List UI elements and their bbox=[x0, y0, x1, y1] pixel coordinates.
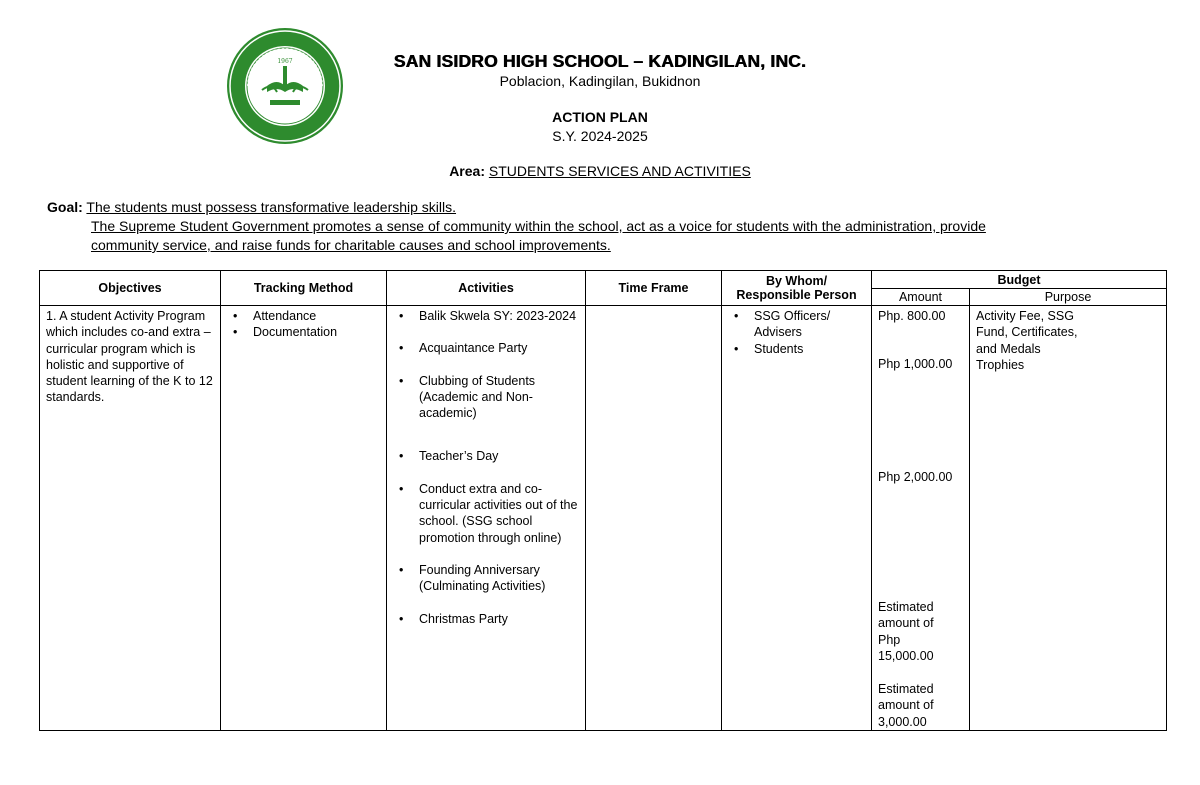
school-year: S.Y. 2024-2025 bbox=[552, 128, 648, 144]
tracking-cell bbox=[221, 306, 387, 731]
goal-line-2: The Supreme Student Government promotes a sense of community within the school, act as a voice for students with the administration, provide bbox=[91, 218, 986, 234]
objective-cell: 1. A student Activity Program which includes co-and extra – curricular program which is holistic and supportive of student learning of the K to 12 standards. bbox=[40, 306, 221, 731]
amount-cell bbox=[872, 306, 970, 731]
activities-cell bbox=[387, 306, 586, 731]
amount-value: Php 1,000.00 bbox=[878, 357, 953, 371]
area-value: STUDENTS SERVICES AND ACTIVITIES bbox=[488, 163, 751, 179]
header-activities: Activities bbox=[387, 271, 586, 306]
header-tracking-method: Tracking Method bbox=[221, 271, 387, 306]
area-line bbox=[0, 163, 1200, 179]
amount-value: Estimated amount of Php 15,000.00 bbox=[878, 600, 934, 663]
responsible-cell bbox=[722, 306, 872, 731]
header-objectives: Objectives bbox=[40, 271, 221, 306]
header-by-whom-line1: By Whom/ bbox=[765, 274, 828, 288]
purpose-value: Activity Fee, SSG Fund, Certificates, and Medals Trophies bbox=[976, 309, 1078, 372]
amount-value: Php. 800.00 bbox=[878, 309, 946, 323]
amount-value: Php 2,000.00 bbox=[878, 470, 953, 484]
goal-line-3: community service, and raise funds for charitable causes and school improvements. bbox=[91, 237, 611, 253]
amount-value: Estimated amount of 3,000.00 bbox=[878, 682, 934, 729]
area-label: Area: bbox=[449, 163, 485, 179]
header-by-whom-line2: Responsible Person bbox=[736, 288, 857, 302]
time-frame-cell bbox=[586, 306, 722, 731]
header-by-whom bbox=[722, 271, 872, 306]
purpose-cell bbox=[970, 306, 1167, 731]
list-item: • Balik Skwela SY: 2023-2024 bbox=[419, 308, 579, 324]
list-item: • Attendance bbox=[253, 308, 380, 324]
header-purpose: Purpose bbox=[970, 289, 1167, 306]
goal-line-1: The students must possess transformative leadership skills. bbox=[86, 199, 457, 215]
list-item: • Teacher’s Day bbox=[419, 448, 579, 464]
header-amount: Amount bbox=[872, 289, 970, 306]
action-plan-table bbox=[39, 270, 1167, 731]
list-item: • SSG Officers/ Advisers bbox=[754, 308, 865, 341]
goal-section bbox=[47, 198, 986, 255]
list-item: • Clubbing of Students (Academic and Non-academic) bbox=[419, 373, 579, 422]
header-budget: Budget bbox=[872, 271, 1167, 289]
list-item: • Conduct extra and co-curricular activities out of the school. (SSG school promotion through online) bbox=[419, 481, 579, 546]
list-item: • Christmas Party bbox=[419, 611, 579, 627]
goal-label: Goal: bbox=[47, 199, 83, 215]
list-item: • Students bbox=[754, 341, 865, 357]
svg-text:1967: 1967 bbox=[277, 58, 293, 65]
school-address: Poblacion, Kadingilan, Bukidnon bbox=[499, 73, 701, 89]
document-title: ACTION PLAN bbox=[552, 109, 648, 125]
list-item: • Acquaintance Party bbox=[419, 340, 579, 356]
list-item: • Founding Anniversary (Culminating Activities) bbox=[419, 562, 579, 595]
table-row bbox=[40, 306, 1167, 731]
school-name: SAN ISIDRO HIGH SCHOOL – KADINGILAN, INC. bbox=[393, 51, 807, 71]
header-time-frame: Time Frame bbox=[586, 271, 722, 306]
list-item: • Documentation bbox=[253, 324, 380, 340]
